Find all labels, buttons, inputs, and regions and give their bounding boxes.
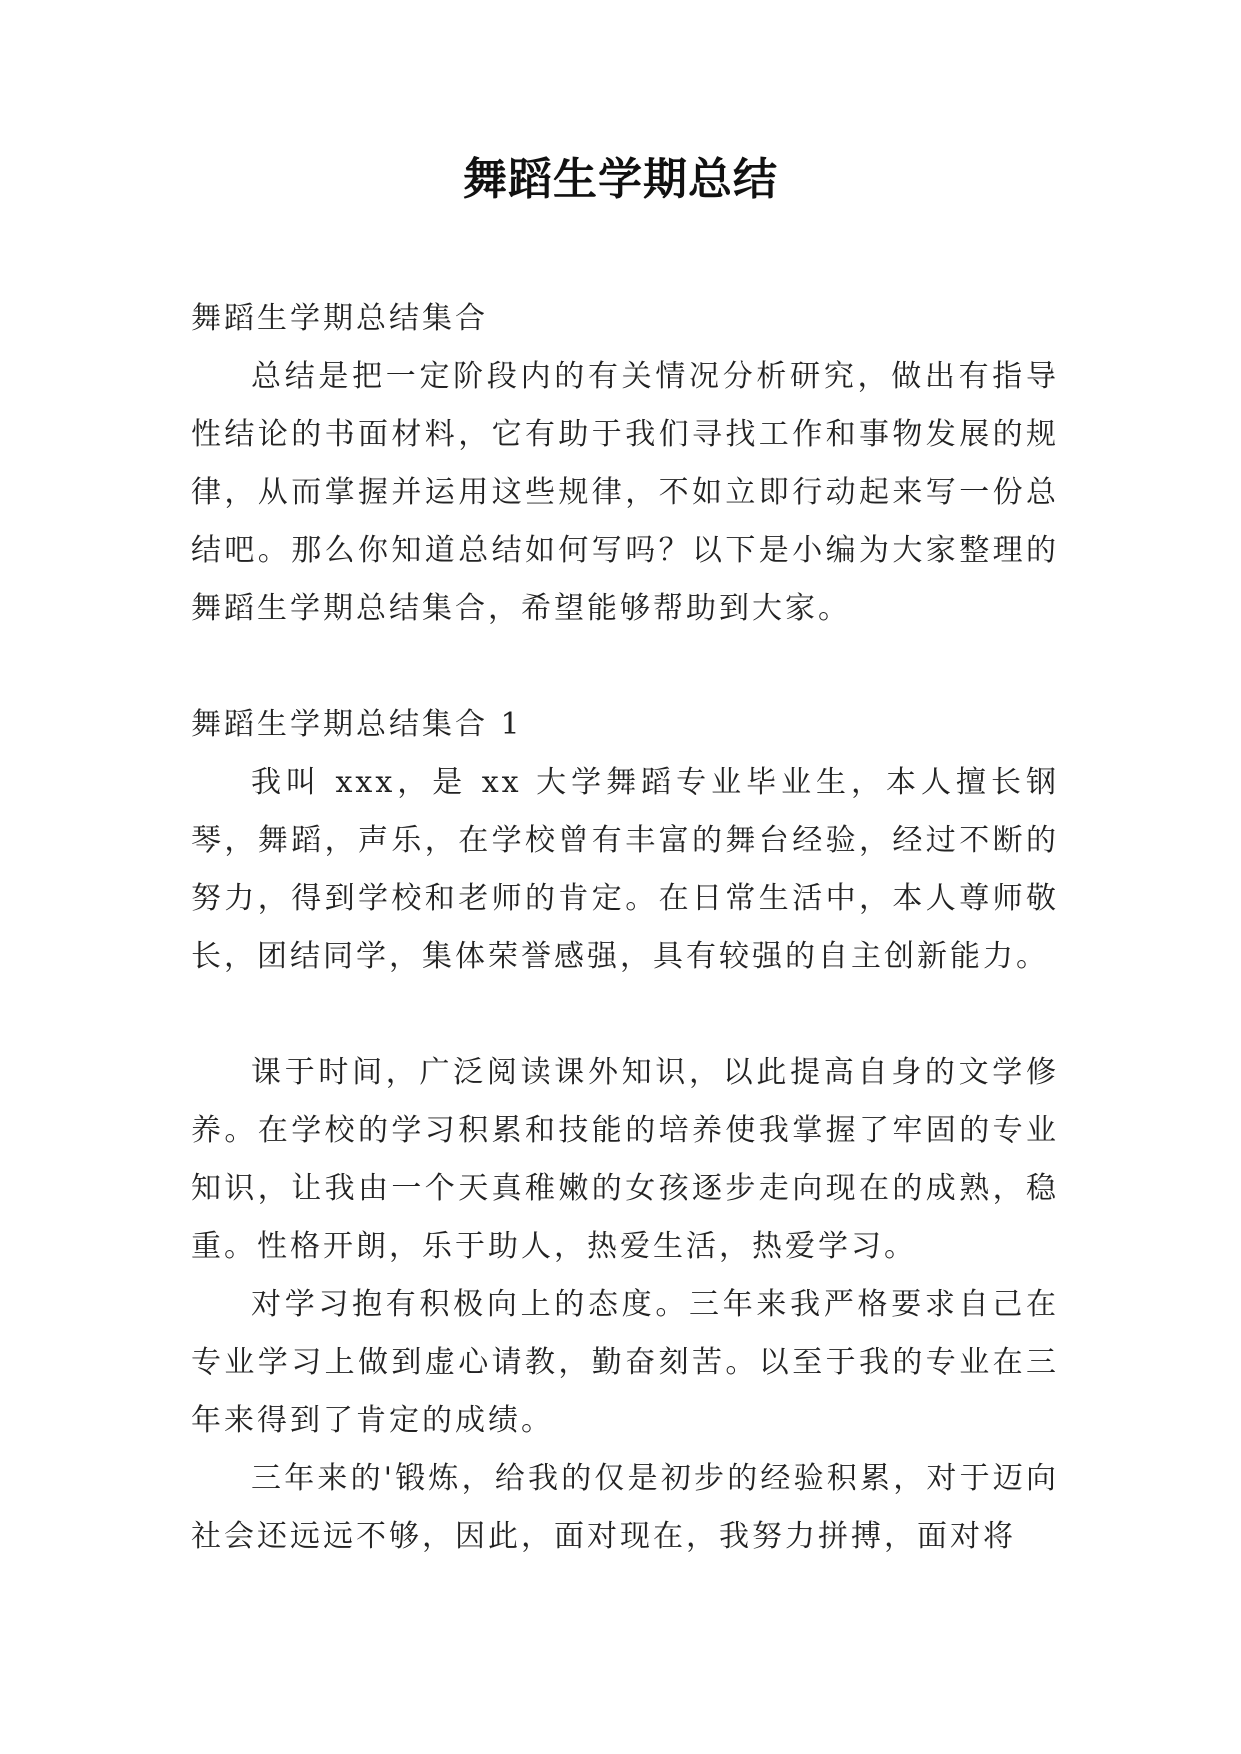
body-paragraph-1: 我叫 xxx，是 xx 大学舞蹈专业毕业生，本人擅长钢琴，舞蹈，声乐，在学校曾有丰富的舞台经验，经过不断的努力，得到学校和老师的肯定。在日常生活中，本人尊师敬长，团结同学，集体荣誉感强，具有较强的自主创新能力。 [191, 765, 1059, 974]
paragraph-spacer [191, 986, 1059, 1044]
section-heading: 舞蹈生学期总结集合 1 [191, 707, 523, 742]
intro-paragraph: 总结是把一定阶段内的有关情况分析研究，做出有指导性结论的书面材料，它有助于我们寻找工作和事物发展的规律，从而掌握并运用这些规律，不如立即行动起来写一份总结吧。那么你知道总结如何写吗？以下是小编为大家整理的舞蹈生学期总结集合，希望能够帮助到大家。 [191, 359, 1059, 626]
document-body [191, 290, 1059, 1566]
document-title: 舞蹈生学期总结 [463, 154, 778, 205]
body-paragraph-4: 三年来的'锻炼，给我的仅是初步的经验积累，对于迈向社会还远远不够，因此，面对现在，我努力拼搏，面对将 [191, 1461, 1059, 1554]
section-spacer [191, 638, 1059, 696]
intro-heading: 舞蹈生学期总结集合 [191, 301, 488, 336]
body-paragraph-2: 课于时间，广泛阅读课外知识，以此提高自身的文学修养。在学校的学习积累和技能的培养使我掌握了牢固的专业知识，让我由一个天真稚嫩的女孩逐步走向现在的成熟，稳重。性格开朗，乐于助人，热爱生活，热爱学习。 [191, 1055, 1059, 1264]
body-paragraph-3: 对学习抱有积极向上的态度。三年来我严格要求自己在专业学习上做到虚心请教，勤奋刻苦。以至于我的专业在三年来得到了肯定的成绩。 [191, 1287, 1059, 1438]
